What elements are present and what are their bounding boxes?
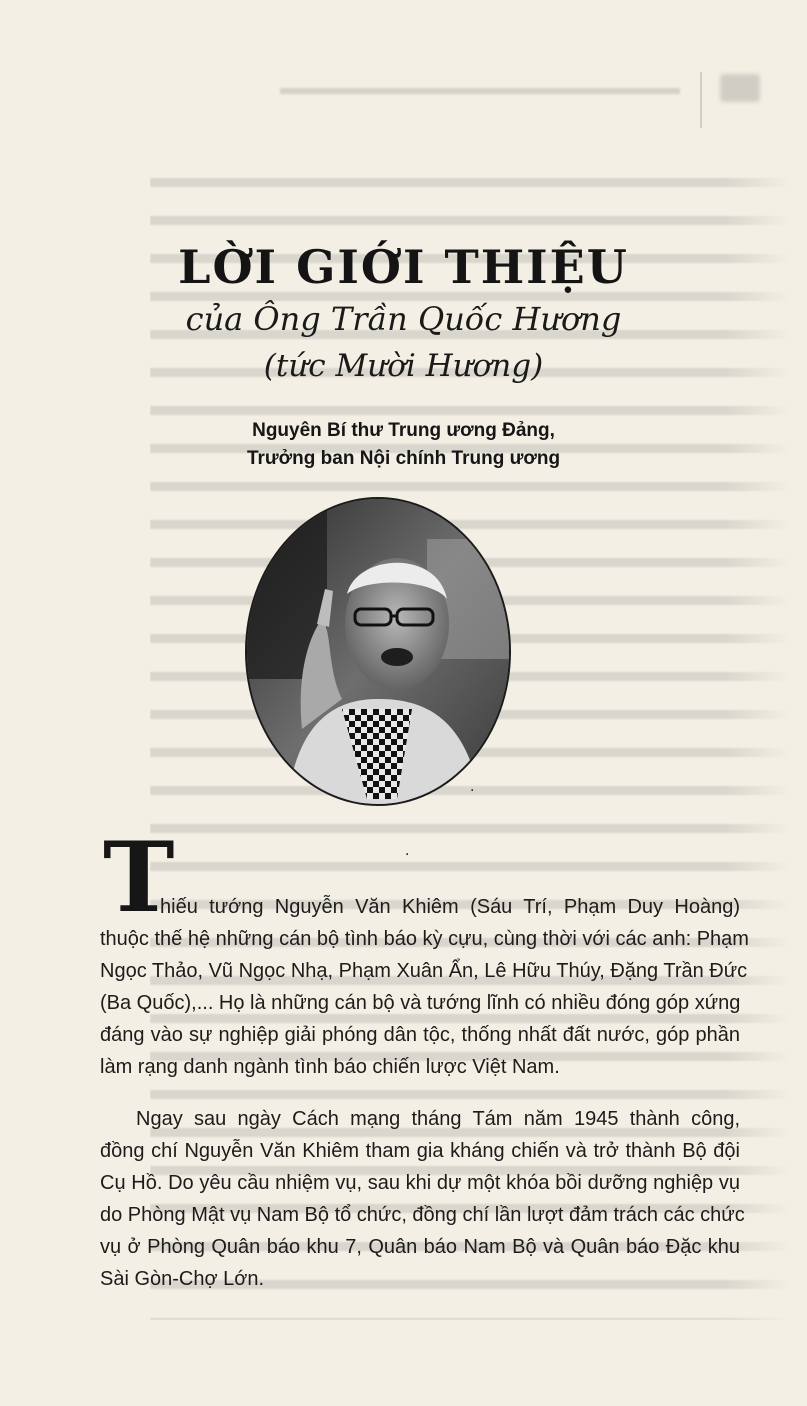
- page-title: LỜI GIỚI THIỆU: [178, 240, 629, 294]
- paragraph-1-line: đáng vào sự nghiệp giải phóng dân tộc, thống nhất đất nước, góp phần: [100, 1024, 740, 1046]
- paragraph-1-line: làm rạng danh ngành tình báo chiến lược Việt Nam.: [100, 1056, 560, 1078]
- author-portrait-photo: [245, 497, 511, 806]
- author-role-1: Nguyên Bí thư Trung ương Đảng,: [252, 420, 555, 441]
- author-alias: (tức Mười Hương): [263, 348, 544, 384]
- paragraph-2-line: Sài Gòn-Chợ Lớn.: [100, 1268, 265, 1290]
- paragraph-1-line: Ngọc Thảo, Vũ Ngọc Nhạ, Phạm Xuân Ẩn, Lê Hữu Thúy, Đặng Trần Đức: [100, 960, 748, 982]
- paragraph-1: [100, 923, 749, 1083]
- paragraph-2: [100, 1103, 745, 1295]
- paragraph-2-line: Cụ Hồ. Do yêu cầu nhiệm vụ, sau khi dự một khóa bồi dưỡng nghiệp vụ: [100, 1172, 740, 1194]
- paragraph-2-line: do Phòng Mật vụ Nam Bộ tổ chức, đồng chí lần lượt đảm trách các chức: [100, 1204, 745, 1226]
- drop-cap: T: [103, 821, 175, 934]
- author-role-2: Trưởng ban Nội chính Trung ương: [246, 448, 561, 469]
- paragraph-2-line: vụ ở Phòng Quân báo khu 7, Quân báo Nam Bộ và Quân báo Đặc khu: [100, 1236, 740, 1258]
- paragraph-2-line: Ngay sau ngày Cách mạng tháng Tám năm 1945 thành công,: [136, 1108, 740, 1130]
- print-speck: .: [405, 843, 410, 859]
- paragraph-1-line: (Ba Quốc),... Họ là những cán bộ và tướng lĩnh có nhiều đóng góp xứng: [100, 992, 741, 1014]
- print-speck: .: [470, 779, 475, 795]
- paragraph-2-line: đồng chí Nguyễn Văn Khiêm tham gia kháng chiến và trở thành Bộ đội: [100, 1140, 740, 1162]
- bleed-through-header: [280, 72, 780, 130]
- paragraph-1-line-1: hiếu tướng Nguyễn Văn Khiêm (Sáu Trí, Phạm Duy Hoàng): [160, 896, 740, 918]
- paragraph-1-line: thuộc thế hệ những cán bộ tình báo kỳ cựu, cùng thời với các anh: Phạm: [100, 928, 749, 950]
- author-line: của Ông Trần Quốc Hương: [185, 300, 622, 338]
